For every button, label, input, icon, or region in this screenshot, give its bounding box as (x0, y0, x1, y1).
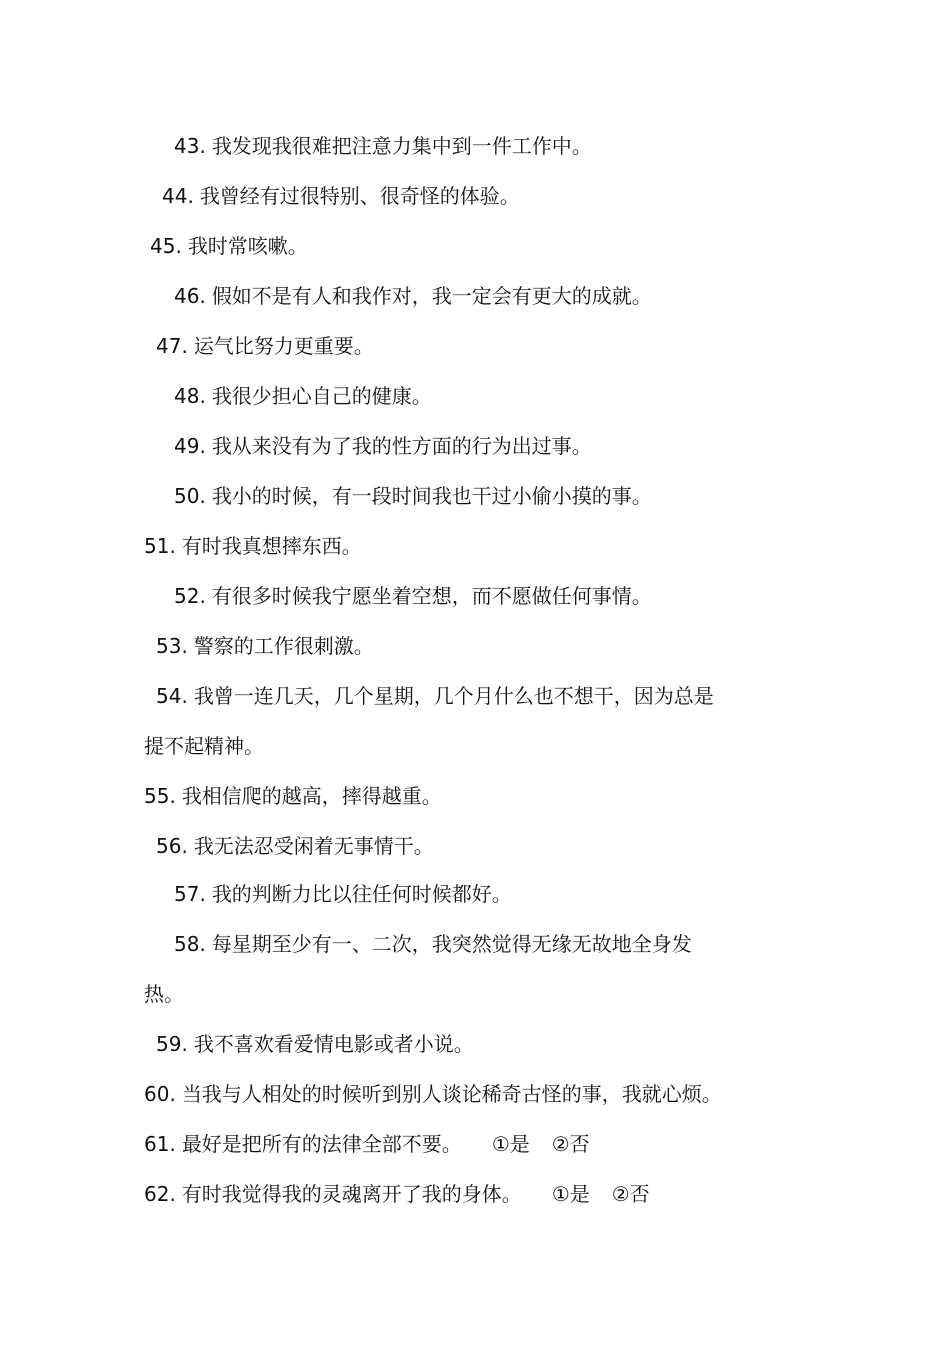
question-text-continuation: 热。 (144, 982, 184, 1006)
question-43 (174, 133, 592, 159)
question-text: 运气比努力更重要。 (193, 334, 374, 358)
question-text: 我从来没有为了我的性方面的行为出过事。 (211, 434, 592, 458)
question-57 (174, 881, 512, 907)
question-number: 49. (174, 434, 206, 458)
question-number: 47. (156, 334, 188, 358)
option-yes[interactable]: ①是 (491, 1132, 530, 1156)
question-61 (144, 1131, 590, 1157)
question-text: 我发现我很难把注意力集中到一件工作中。 (211, 134, 592, 158)
question-text: 有很多时候我宁愿坐着空想，而不愿做任何事情。 (211, 584, 652, 608)
question-62 (144, 1181, 650, 1207)
question-number: 51. (144, 534, 176, 558)
option-no[interactable]: ②否 (551, 1132, 590, 1156)
question-number: 43. (174, 134, 206, 158)
question-text: 我时常咳嗽。 (187, 234, 308, 258)
question-45 (150, 233, 308, 259)
question-number: 54. (156, 684, 188, 708)
question-text: 警察的工作很刺激。 (193, 634, 374, 658)
question-text: 最好是把所有的法律全部不要。 (181, 1132, 462, 1156)
question-59 (156, 1031, 474, 1057)
option-no[interactable]: ②否 (611, 1182, 650, 1206)
question-number: 56. (156, 834, 188, 858)
question-60 (144, 1081, 722, 1107)
question-text: 有时我觉得我的灵魂离开了我的身体。 (181, 1182, 522, 1206)
question-number: 53. (156, 634, 188, 658)
option-yes[interactable]: ①是 (551, 1182, 590, 1206)
question-number: 46. (174, 284, 206, 308)
question-number: 45. (150, 234, 182, 258)
question-number: 57. (174, 882, 206, 906)
question-number: 58. (174, 932, 206, 956)
question-54 (156, 683, 714, 709)
question-text: 我曾一连几天，几个星期，几个月什么也不想干，因为总是 (193, 684, 714, 708)
question-text: 我曾经有过很特别、很奇怪的体验。 (199, 184, 520, 208)
question-number: 60. (144, 1082, 176, 1106)
question-text: 我很少担心自己的健康。 (211, 384, 432, 408)
question-55 (144, 783, 442, 809)
question-number: 61. (144, 1132, 176, 1156)
question-text: 每星期至少有一、二次，我突然觉得无缘无故地全身发 (211, 932, 692, 956)
question-49 (174, 433, 592, 459)
question-58 (174, 931, 692, 957)
question-text: 我小的时候，有一段时间我也干过小偷小摸的事。 (211, 484, 652, 508)
question-text: 有时我真想摔东西。 (181, 534, 362, 558)
question-53 (156, 633, 374, 659)
question-52 (174, 583, 652, 609)
question-58-continuation (144, 981, 184, 1007)
question-54-continuation (144, 733, 264, 759)
question-text: 我的判断力比以往任何时候都好。 (211, 882, 512, 906)
question-text: 我不喜欢看爱情电影或者小说。 (193, 1032, 474, 1056)
question-56 (156, 833, 434, 859)
question-text: 我相信爬的越高，摔得越重。 (181, 784, 442, 808)
question-number: 44. (162, 184, 194, 208)
question-50 (174, 483, 652, 509)
question-47 (156, 333, 374, 359)
question-text: 我无法忍受闲着无事情干。 (193, 834, 434, 858)
question-number: 50. (174, 484, 206, 508)
question-text-continuation: 提不起精神。 (144, 734, 264, 758)
question-number: 55. (144, 784, 176, 808)
question-46 (174, 283, 652, 309)
question-number: 52. (174, 584, 206, 608)
question-text: 当我与人相处的时候听到别人谈论稀奇古怪的事，我就心烦。 (181, 1082, 722, 1106)
question-51 (144, 533, 362, 559)
question-number: 48. (174, 384, 206, 408)
question-44 (162, 183, 520, 209)
question-text: 假如不是有人和我作对，我一定会有更大的成就。 (211, 284, 652, 308)
question-number: 62. (144, 1182, 176, 1206)
question-48 (174, 383, 432, 409)
question-number: 59. (156, 1032, 188, 1056)
